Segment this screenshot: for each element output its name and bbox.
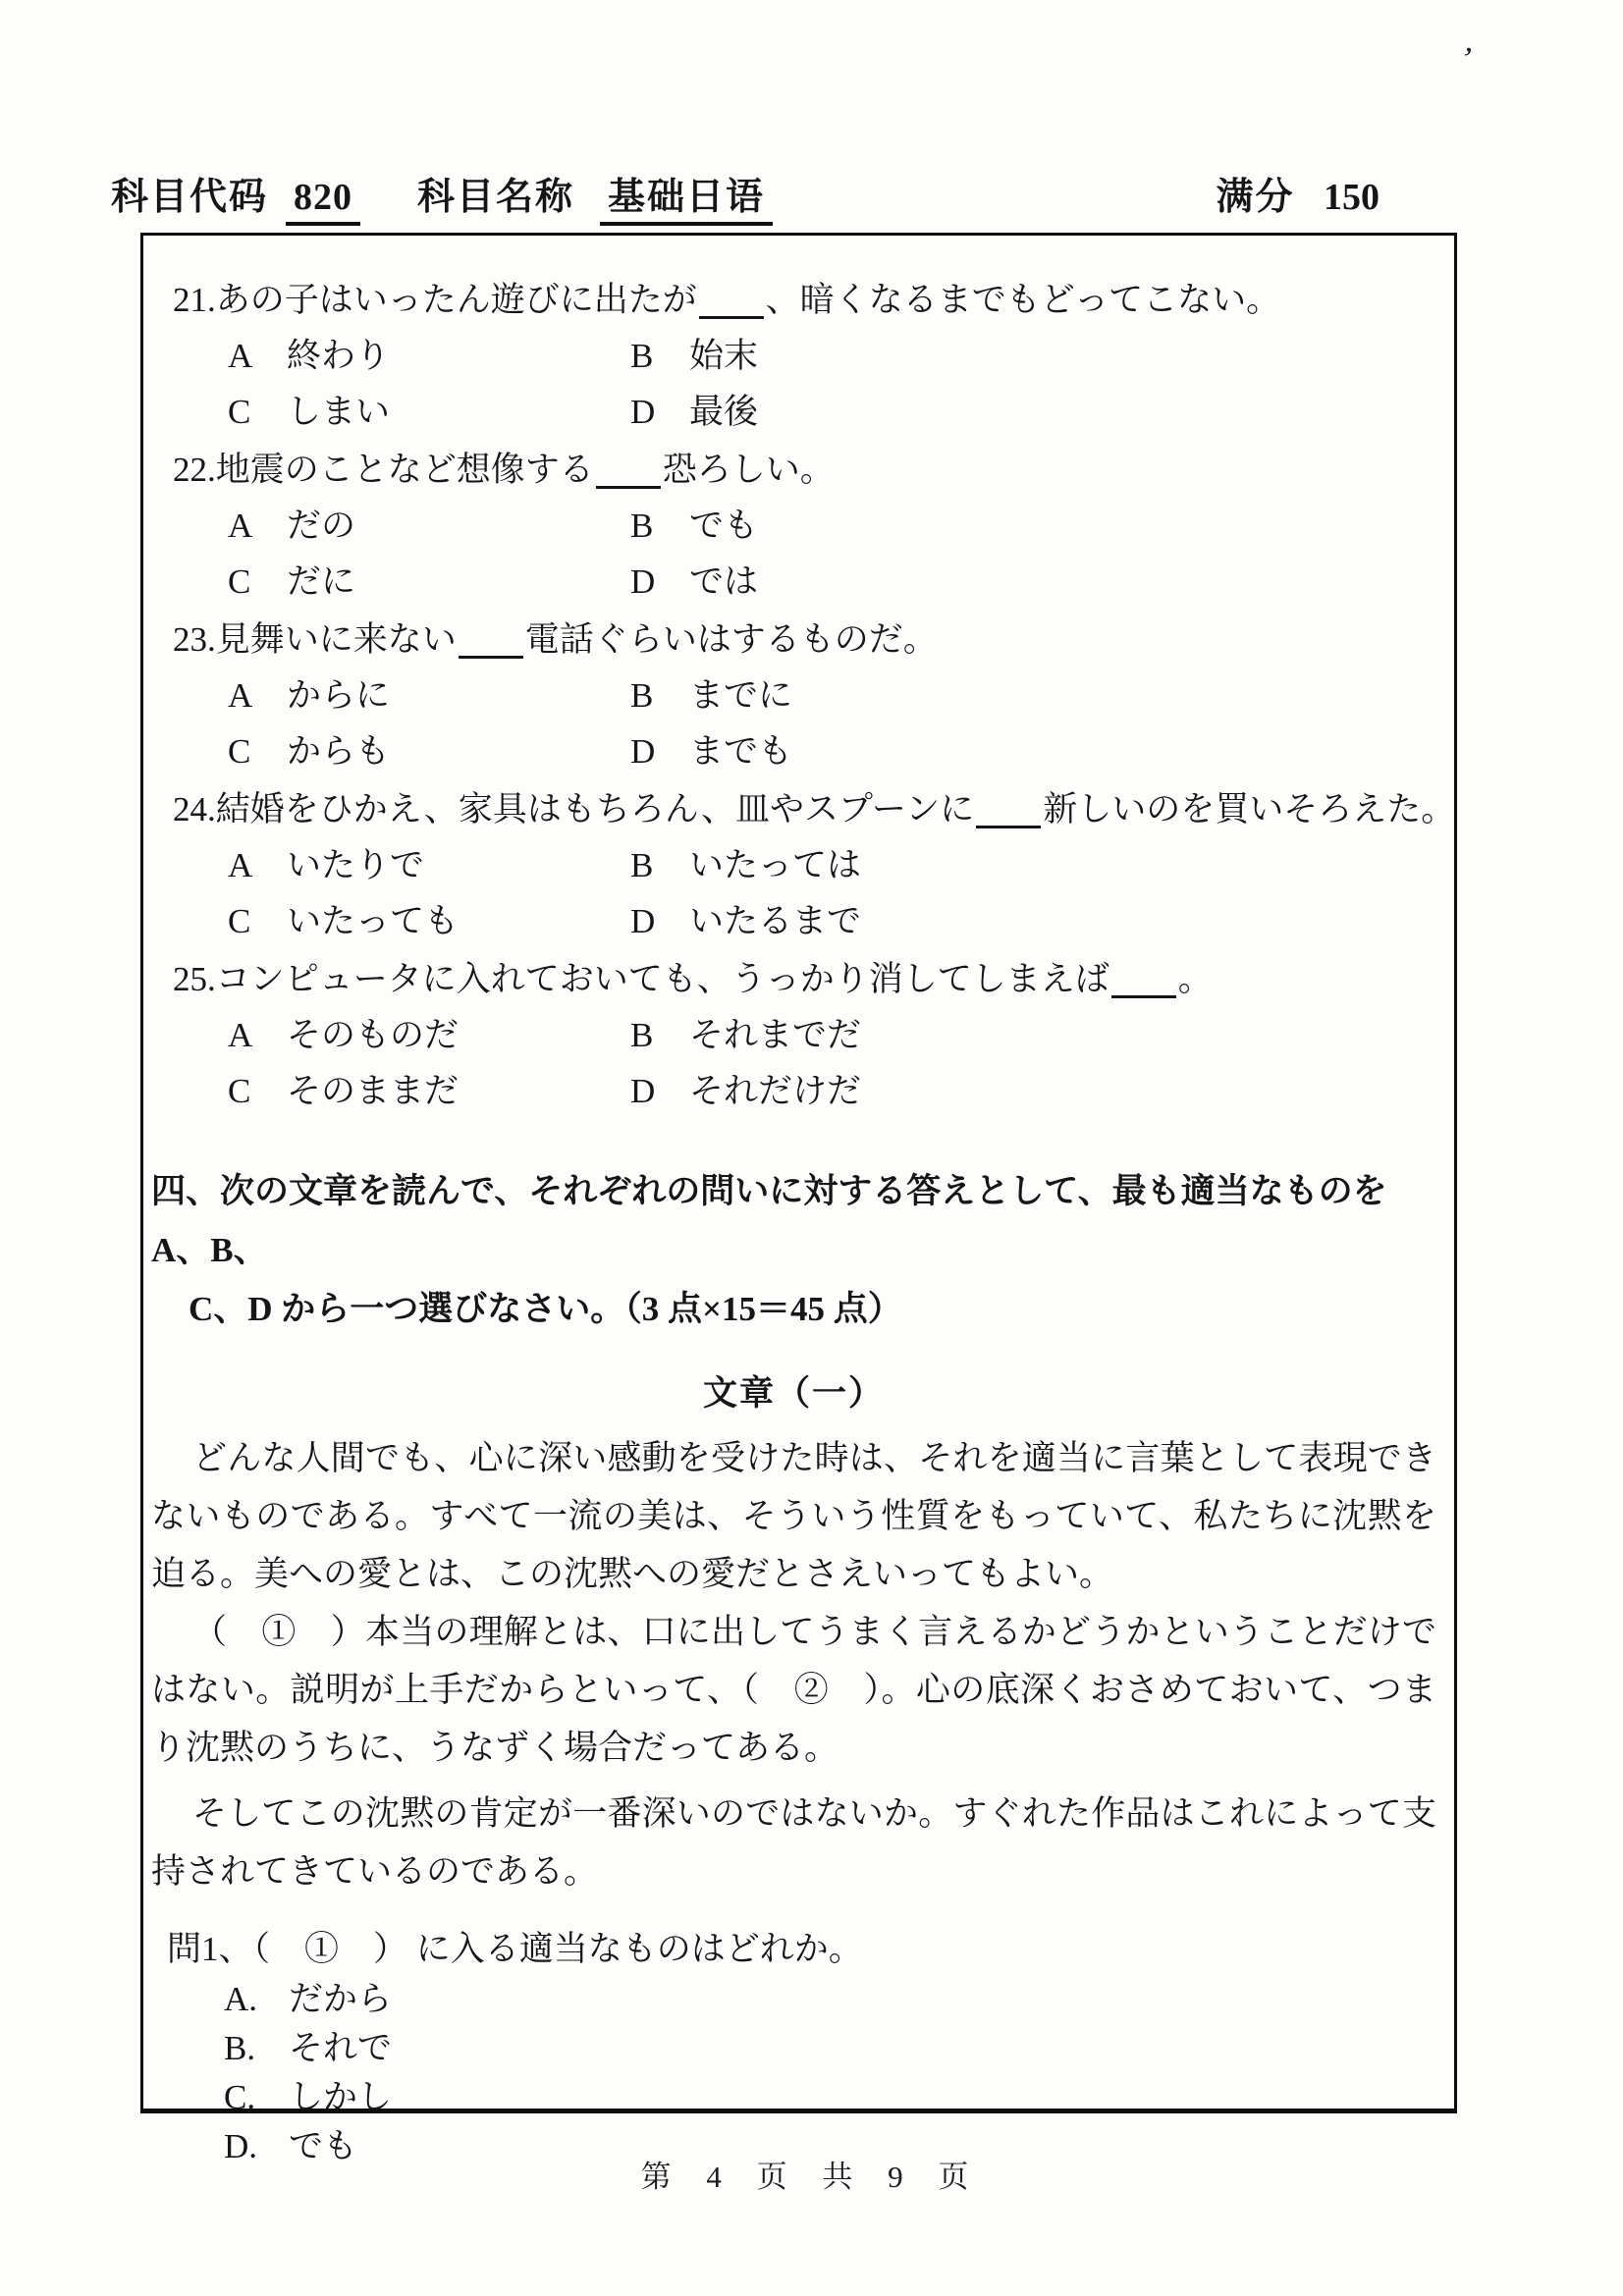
option-letter: A [228,1016,253,1054]
option-text: いたっては [689,846,862,884]
passage-question-1-option-b [224,2028,1444,2069]
option-text: でも [289,2127,358,2165]
passage-paragraph-1: どんな人間でも、心に深い感動を受けた時は、それを適当に言葉として表現できないものである。すべて一流の美は、そういう性質をもっていて、私たちに沈黙を迫る。美への愛とは、この沈黙への愛だとさえいってもよい。 [151,1439,1436,1593]
option-letter: C [228,902,251,940]
option-text: だから [289,1980,393,2018]
option-text: それだけだ [689,1072,862,1110]
question-21-number: 21. [173,281,216,319]
question-21-option-b [630,335,1033,378]
option-letter: C [228,732,251,771]
option-text: では [689,562,759,601]
question-23-options-row-1 [143,674,1444,718]
question-21 [143,279,1444,434]
option-letter: A [228,507,253,545]
option-text: だの [287,507,356,545]
option-letter: D [630,902,656,940]
question-21-option-d [630,391,1033,434]
question-22-options-row-2 [143,561,1444,604]
subject-code-label: 科目代码 [111,177,269,218]
question-22-option-a [228,505,630,548]
question-24-options-row-2 [143,900,1444,943]
question-24-option-d [630,900,1033,943]
option-text: いたっても [287,902,460,940]
option-text: 最後 [689,393,759,431]
question-21-text-pre: あの子はいったん遊びに出たが [215,281,697,319]
question-25-option-a [228,1014,630,1057]
option-text: それまでだ [689,1016,862,1054]
option-letter: D [630,1072,656,1110]
question-23-text-pre: 見舞いに来ない [215,620,457,659]
question-24-number: 24. [173,790,216,828]
question-22-option-c [228,561,630,604]
question-23-option-c [228,730,630,774]
section-4-instructions [143,1162,1444,1339]
question-25-stem [143,958,1444,1001]
question-24-option-a [228,844,630,887]
section-4-line-2: C、D から一つ選びなさい。（3 点×15＝45 点） [189,1290,902,1328]
option-letter: D [630,732,656,771]
question-22-text-post: 恐ろしい。 [662,451,835,489]
full-score [1216,175,1380,220]
question-24-options-row-1 [143,844,1444,887]
question-21-option-c [228,391,630,434]
passage-paragraph-2: （ ① ）本当の理解とは、口に出してうまく言えるかどうかということだけではない。説明が上手だからといって、（ ② ）。心の底深くおさめておいて、つまり沈黙のうちに、うなずく場合だってある。 [151,1613,1436,1767]
option-text: そのままだ [287,1072,460,1110]
option-text: までに [689,676,793,715]
question-22-stem [143,449,1444,492]
question-23-option-b [630,674,1033,718]
passage-question-1-option-a [224,1979,1444,2020]
question-21-options-row-1 [143,335,1444,378]
question-25-options-row-2 [143,1070,1444,1113]
question-22-options-row-1 [143,505,1444,548]
page-header [111,175,1380,226]
question-23-option-a [228,674,630,718]
question-25-text-pre: コンピュータに入れておいても、うっかり消してしまえば [215,960,1109,998]
question-25-option-b [630,1014,1033,1057]
question-25-text-post: 。 [1177,960,1213,998]
option-letter: C. [224,2078,256,2116]
blank-underline [459,623,523,659]
option-letter: D [630,562,656,601]
option-letter: B [630,846,654,884]
question-22-text-pre: 地震のことなど想像する [215,451,594,489]
option-text: からも [287,732,391,771]
full-score-value: 150 [1324,177,1380,218]
question-24-option-c [228,900,630,943]
option-text: までも [689,732,793,771]
passage-paragraph-3: そしてこの沈黙の肯定が一番深いのではないか。すぐれた作品はこれによって支持されてきているのである。 [151,1794,1436,1891]
blank-underline [976,793,1041,828]
option-text: そのものだ [287,1016,460,1054]
option-letter: B [630,337,654,375]
question-21-text-post: 、暗くなるまでもどってこない。 [765,281,1281,319]
question-25 [143,958,1444,1113]
subject-code-value: 820 [286,175,360,226]
question-23-number: 23. [173,620,216,659]
option-letter: C [228,1072,251,1110]
option-letter: D. [224,2127,258,2165]
passage-question-1-label: 問1、（ ① ） に入る適当なものはどれか。 [167,1930,863,1968]
option-letter: A [228,337,253,375]
blank-underline [1111,963,1176,998]
blank-underline [596,454,661,489]
option-letter: A [228,676,253,715]
question-24-text-pre: 結婚をひかえ、家具はもちろん、皿やスプーンに [215,790,975,828]
option-letter: C [228,562,251,601]
question-23-option-d [630,730,1033,774]
question-22-option-d [630,561,1033,604]
passage-question-1-option-c [224,2077,1444,2118]
option-letter: A. [224,1980,258,2018]
option-text: それで [289,2029,393,2067]
option-letter: B [630,1016,654,1054]
passage-question-1-options [143,1979,1444,2167]
option-text: いたるまで [689,902,862,940]
option-letter: B [630,676,654,715]
option-letter: B. [224,2029,256,2067]
subject-name-label: 科目名称 [417,177,575,218]
exam-content-box [140,233,1457,2165]
option-text: いたりで [287,846,425,884]
option-text: 始末 [689,337,759,375]
passage-title: 文章（一） [702,1374,885,1413]
question-21-option-a [228,335,630,378]
option-letter: A [228,846,253,884]
option-text: 終わり [287,337,391,375]
question-24-text-post: 新しいのを買いそろえた。 [1043,790,1456,828]
option-letter: C [228,393,251,431]
question-21-options-row-2 [143,391,1444,434]
option-text: からに [287,676,391,715]
scan-artifact-mark: ’ [1457,40,1477,79]
question-24-stem [143,788,1456,831]
page-number-footer: 第 4 页 共 9 页 [640,2160,983,2194]
section-4-line-1: 四、次の文章を読んで、それぞれの問いに対する答えとして、最も適当なものを A、B、 [151,1172,1387,1269]
question-25-option-d [630,1070,1033,1113]
option-letter: D [630,393,656,431]
full-score-label: 满分 [1216,177,1295,218]
option-text: でも [689,507,759,545]
option-text: だに [287,562,356,601]
question-23 [143,618,1444,774]
subject-name-value: 基础日语 [600,175,773,226]
blank-underline [699,284,764,319]
option-letter: B [630,507,654,545]
question-22-number: 22. [173,451,216,489]
question-22-option-b [630,505,1033,548]
question-22 [143,449,1444,604]
question-25-option-c [228,1070,630,1113]
question-23-text-post: 電話ぐらいはするものだ。 [524,620,938,659]
question-25-options-row-1 [143,1014,1444,1057]
option-text: しかし [289,2078,393,2116]
passage-body [143,1429,1444,1900]
question-23-options-row-2 [143,730,1444,774]
question-24 [143,788,1456,943]
question-24-option-b [630,844,1033,887]
option-text: しまい [287,393,391,431]
question-21-stem [143,279,1444,322]
question-25-number: 25. [173,960,216,998]
question-23-stem [143,618,1444,662]
